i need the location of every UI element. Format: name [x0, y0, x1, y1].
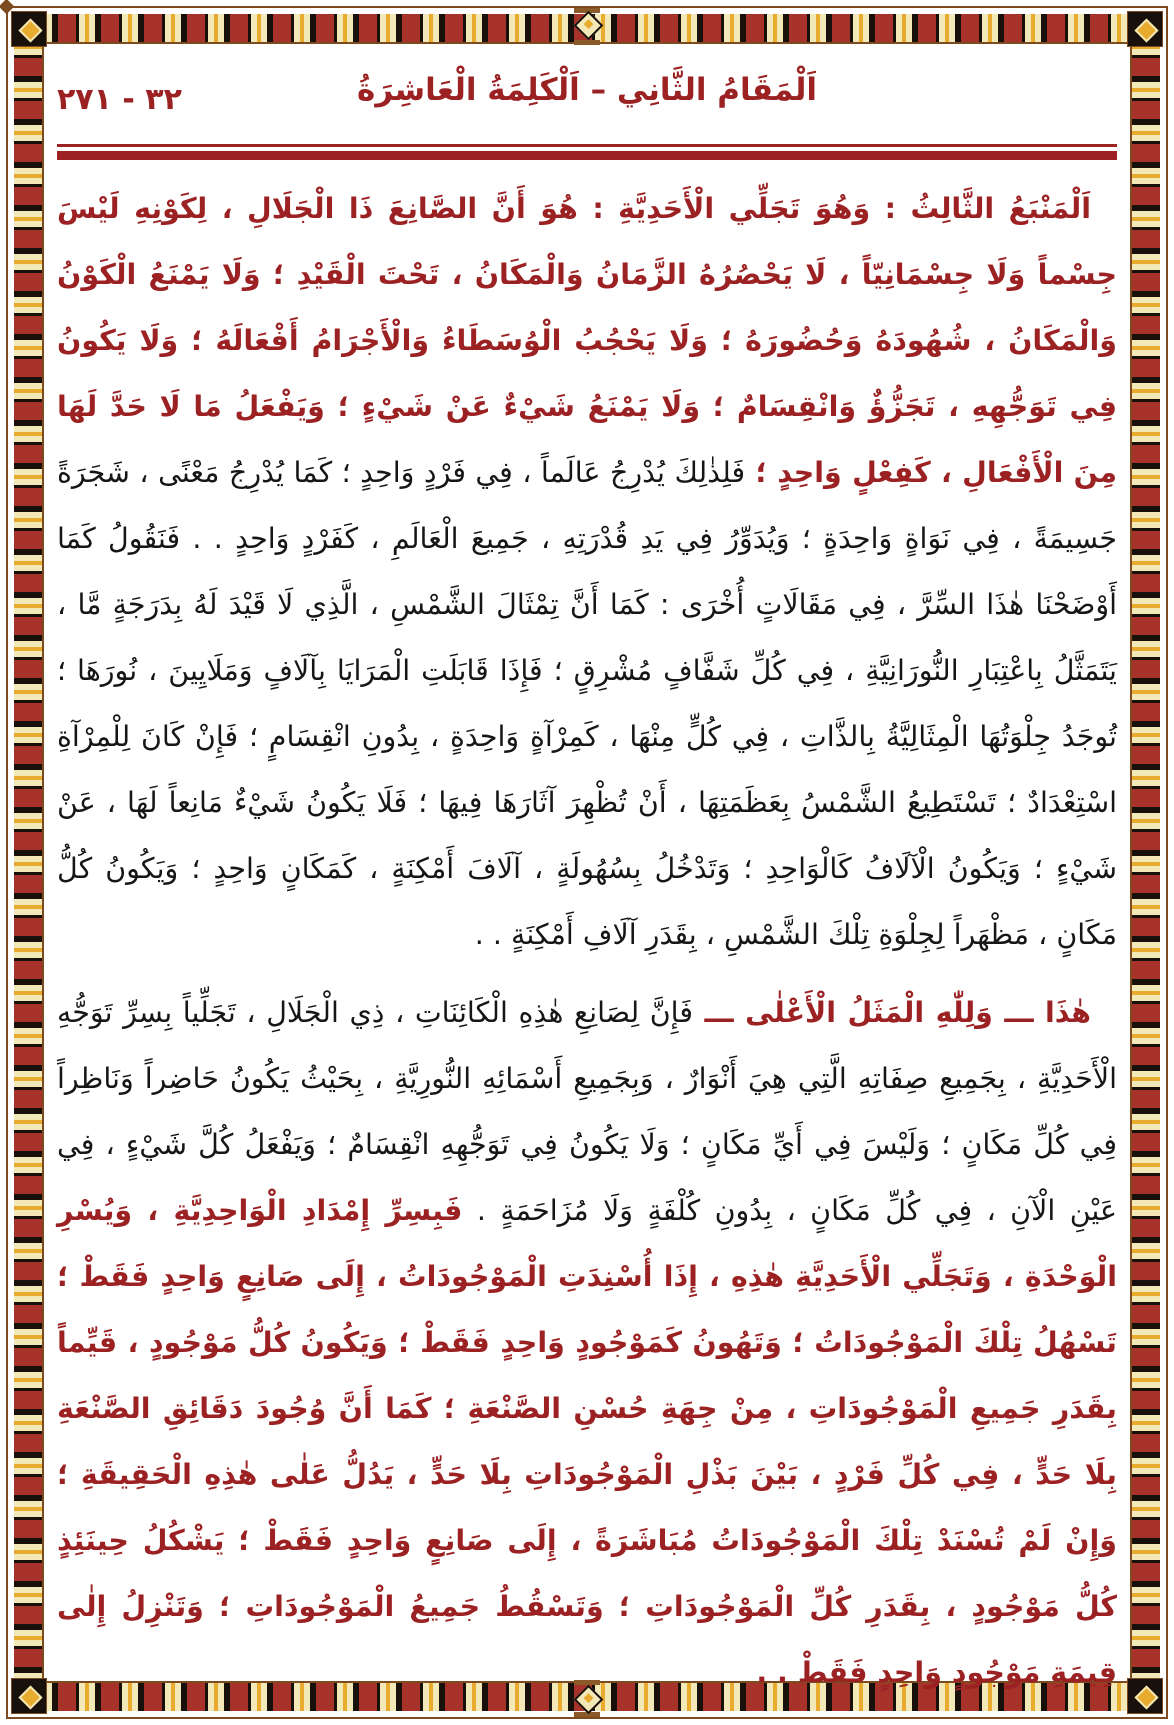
corner-ornament-top-left: [11, 11, 47, 47]
header-divider-thin: [57, 144, 1117, 147]
paragraph-2-black-body: فَإِنَّ لِصَانِعِ هٰذِهِ الْكَائِنَاتِ ، ذِي الْجَلَالِ ، تَجَلِّياً بِسِرِّ تَوَجُّهِ الْأَحَدِيَّةِ ، بِجَمِيعِ صِفَاتِهِ الَّتِي هِيَ أَنْوَارٌ ، وَبِجَمِيعِ أَسْمَائِهِ النُّورِيَّةِ ، بِحَيْثُ يَكُونُ حَاضِراً وَنَاظِراً فِي كُلِّ مَكَانٍ ؛ وَلَيْسَ فِي أَيِّ مَكَانٍ ؛ وَلَا يَكُونُ فِي تَوَجُّهِهِ انْقِسَامٌ ؛ وَيَفْعَلُ كُلَّ شَيْءٍ ، فِي عَيْنِ الْآنِ ، فِي كُلِّ مَكَانٍ ، بِدُونِ كُلْفَةٍ وَلَا مُزَاحَمَةٍ .: [57, 996, 1117, 1227]
paragraph-2-red-lead: هٰذَا ـــ وَلِلّٰهِ الْمَثَلُ الْأَعْلٰى ـــ: [693, 996, 1092, 1029]
corner-ornament-bottom-right: [1127, 1678, 1163, 1714]
corner-ornament-bottom-left: [11, 1678, 47, 1714]
border-tab-top-inner: [574, 40, 600, 45]
body-text: [57, 176, 1117, 1706]
paragraph-2: [57, 980, 1117, 1706]
page-number: ٣٢ - ٢٧١: [57, 82, 182, 117]
ornamental-border-left: [11, 12, 45, 1713]
paragraph-2-red-tail: فَبِسِرِّ إِمْدَادِ الْوَاحِدِيَّةِ ، وَيُسْرِ الْوَحْدَةِ ، وَتَجَلِّي الْأَحَدِيَّةِ هٰذِهِ ، إِذَا أُسْنِدَتِ الْمَوْجُودَاتُ ، إِلَى صَانِعٍ وَاحِدٍ فَقَطْ ؛ تَسْهُلُ تِلْكَ الْمَوْجُودَاتُ ؛ وَتَهُونُ كَمَوْجُودٍ وَاحِدٍ فَقَطْ ؛ وَيَكُونُ كُلُّ مَوْجُودٍ ، قَيِّماً بِقَدَرِ جَمِيعِ الْمَوْجُودَاتِ ، مِنْ جِهَةِ حُسْنِ الصَّنْعَةِ ؛ كَمَا أَنَّ وُجُودَ دَقَائِقِ الصَّنْعَةِ بِلَا حَدٍّ ، فِي كُلِّ فَرْدٍ ، بَيْنَ بَذْلِ الْمَوْجُودَاتِ بِلَا حَدٍّ ، يَدُلُّ عَلٰى هٰذِهِ الْحَقِيقَةِ ؛ وَإِنْ لَمْ تُسْنَدْ تِلْكَ الْمَوْجُودَاتُ مُبَاشَرَةً ، إِلَى صَانِعٍ وَاحِدٍ فَقَطْ ؛ يَشْكُلُ حِينَئِذٍ كُلُّ مَوْجُودٍ ، بِقَدَرِ كُلِّ الْمَوْجُودَاتِ ؛ وَتَسْقُطُ جَمِيعُ الْمَوْجُودَاتِ ؛ وَتَنْزِلُ إِلٰى قِيمَةِ مَوْجُودٍ وَاحِدٍ فَقَطْ . .: [57, 1194, 1117, 1689]
page-content: [57, 64, 1117, 1706]
corner-ornament-top-right: [1127, 11, 1163, 47]
page-title: اَلْمَقَامُ الثَّانِي – اَلْكَلِمَةُ الْعَاشِرَةُ: [357, 72, 817, 108]
paragraph-1: [57, 176, 1117, 968]
ornamental-border-right: [1129, 12, 1163, 1713]
paragraph-1-red-lead: اَلْمَنْبَعُ الثَّالِثُ : وَهُوَ تَجَلِّي الْأَحَدِيَّةِ : هُوَ أَنَّ الصَّانِعَ ذَا الْجَلَالِ ، لِكَوْنِهِ لَيْسَ جِسْماً وَلَا جِسْمَانِيّاً ، لَا يَحْصُرُهُ الزَّمَانُ وَالْمَكَانُ ، تَحْتَ الْقَيْدِ ؛ وَلَا يَمْنَعُ الْكَوْنُ وَالْمَكَانُ ، شُهُودَهُ وَحُضُورَهُ ؛ وَلَا يَحْجُبُ الْوُسَطَاءُ وَالْأَجْرَامُ أَفْعَالَهُ ؛ وَلَا يَكُونُ فِي تَوَجُّهِهِ ، تَجَزُّؤٌ وَانْقِسَامٌ ؛ وَلَا يَمْنَعُ شَيْءٌ عَنْ شَيْءٍ ؛ وَيَفْعَلُ مَا لَا حَدَّ لَهَا مِنَ الْأَفْعَالِ ، كَفِعْلٍ وَاحِدٍ ؛: [57, 192, 1117, 489]
paragraph-1-black-body: فَلِذٰلِكَ يُدْرِجُ عَالَماً ، فِي فَرْدٍ وَاحِدٍ ؛ كَمَا يُدْرِجُ مَعْنًى ، شَجَرَةً جَسِيمَةً ، فِي نَوَاةٍ وَاحِدَةٍ ؛ وَيُدَوِّرُ فِي يَدِ قُدْرَتِهِ ، جَمِيعَ الْعَالَمِ ، كَفَرْدٍ وَاحِدٍ . . فَنَقُولُ كَمَا أَوْضَحْنَا هٰذَا السِّرَّ ، فِي مَقَالَاتٍ أُخْرَى : كَمَا أَنَّ تِمْثَالَ الشَّمْسِ ، الَّذِي لَا قَيْدَ لَهُ بِدَرَجَةٍ مَّا ، يَتَمَثَّلُ بِاعْتِبَارِ النُّورَانِيَّةِ ، فِي كُلِّ شَفَّافٍ مُشْرِقٍ ؛ فَإِذَا قَابَلَتِ الْمَرَايَا بِآلَافٍ وَمَلَايِينَ ، نُورَهَا ؛ تُوجَدُ جِلْوَتُهَا الْمِثَالِيَّةُ بِالذَّاتِ ، فِي كُلٍّ مِنْهَا ، كَمِرْآةٍ وَاحِدَةٍ ، بِدُونِ انْقِسَامٍ ؛ فَإِنْ كَانَ لِلْمِرْآةِ اسْتِعْدَادٌ ؛ تَسْتَطِيعُ الشَّمْسُ بِعَظَمَتِهَا ، أَنْ تُظْهِرَ آثَارَهَا فِيهَا ؛ فَلَا يَكُونُ شَيْءٌ مَانِعاً لَهَا ، عَنْ شَيْءٍ ؛ وَيَكُونُ الْآلَافُ كَالْوَاحِدِ ؛ وَتَدْخُلُ بِسُهُولَةٍ ، آلَافَ أَمْكِنَةٍ ، كَمَكَانٍ وَاحِدٍ ؛ وَيَكُونُ كُلُّ مَكَانٍ ، مَظْهَراً لِجِلْوَةِ تِلْكَ الشَّمْسِ ، بِقَدَرِ آلَافِ أَمْكِنَةٍ . .: [57, 456, 1117, 951]
page-header: [57, 64, 1117, 142]
header-divider-thick: [57, 151, 1117, 160]
